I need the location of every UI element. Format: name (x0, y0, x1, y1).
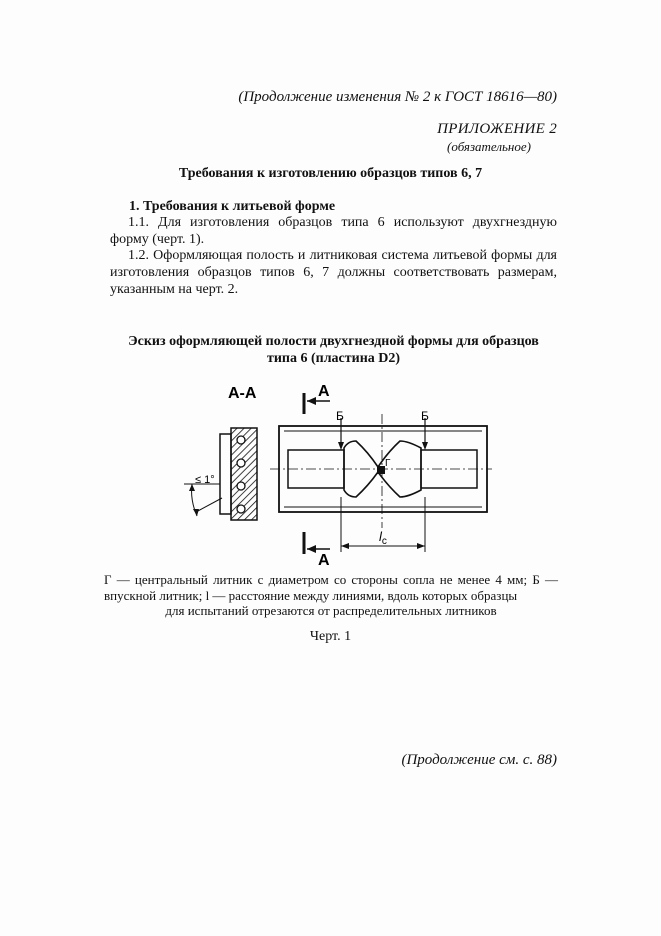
cut-mark-bottom (304, 532, 330, 554)
figure-title-line1: Эскиз оформляющей полости двухгнездной формы для образцов (128, 334, 539, 349)
legend-line-2: Б — впускной литник; l — расстояние между линиями, вдоль которых образцы (104, 572, 559, 603)
footer-continuation: (Продолжение см. с. 88) (401, 752, 557, 768)
legend-line-3: для испытаний отрезаются от распределительных литников (165, 603, 497, 618)
header-continuation: (Продолжение изменения № 2 к ГОСТ 18616—80) (238, 89, 557, 105)
central-gate-label: Г (385, 458, 391, 469)
figure-legend (104, 572, 558, 619)
dimension-l: l (379, 529, 382, 544)
appendix-label: ПРИЛОЖЕНИЕ 2 (437, 121, 557, 137)
legend-line-1: Г — центральный литник с диаметром со стороны сопла не менее 4 мм; (104, 572, 528, 587)
dimension-sub: с (381, 536, 387, 547)
section-heading: 1. Требования к литьевой форме (129, 199, 336, 214)
gate-label-right: Б (421, 409, 429, 423)
dimension-label (379, 529, 387, 547)
plan-view (270, 414, 492, 528)
paragraph-1-1: 1.1. Для изготовления образцов типа 6 используют двухгнездную форму (черт. 1). (110, 215, 557, 247)
figure-title-line2: типа 6 (пластина D2) (266, 351, 401, 366)
gate-label-left: Б (336, 409, 344, 423)
section-label: А-А (228, 385, 257, 402)
cut-label-bottom: А (318, 552, 330, 569)
paragraph-1-2: 1.2. Оформляющая полость и литниковая система литьевой формы для изготовления образцов типов 6, 7 должны соответствовать размерам, указанным на черт. 2. (110, 248, 557, 297)
appendix-status: (обязательное) (447, 139, 531, 154)
figure-caption: Черт. 1 (309, 629, 352, 644)
angle-label: ≤ 1° (195, 474, 215, 486)
cut-label-top: А (318, 383, 330, 400)
page-title: Требования к изготовлению образцов типов 6, 7 (178, 166, 483, 181)
